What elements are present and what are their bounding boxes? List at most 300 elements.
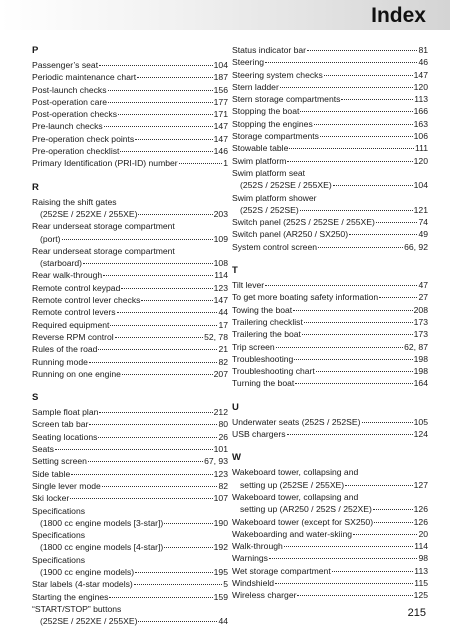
dot-leader — [297, 595, 412, 596]
dot-leader — [115, 337, 203, 338]
entry-text: (1800 cc engine models [4-star]) — [40, 542, 164, 553]
entry-text: Walk-through — [232, 541, 283, 552]
index-section — [232, 44, 428, 253]
entry-text: (1900 cc engine models) — [40, 566, 135, 577]
entry-page-ref: 126 — [413, 504, 428, 515]
index-entry — [32, 196, 228, 221]
entry-page-ref: 20 — [418, 528, 428, 539]
entry-page-ref: 104 — [213, 60, 228, 70]
entry-text: Reverse RPM control — [32, 331, 114, 342]
index-entry — [232, 491, 428, 516]
entry-text: Side table — [32, 468, 71, 479]
entry-text: Troubleshooting chart — [232, 366, 315, 377]
entry-text: Storage compartments — [232, 131, 319, 142]
entry-text: (252S / 252SE) — [240, 204, 299, 215]
index-entry — [232, 56, 428, 68]
dot-leader — [134, 584, 222, 585]
entry-page-ref: 121 — [413, 204, 428, 215]
dot-leader — [70, 498, 212, 499]
entry-page-ref: 159 — [213, 591, 228, 602]
dot-leader — [324, 75, 413, 76]
entry-text: Wet storage compartment — [232, 565, 331, 576]
index-column-right — [232, 44, 428, 613]
dot-leader — [88, 461, 203, 462]
dot-leader — [98, 437, 217, 438]
entry-text: “START/STOP” buttons — [32, 603, 122, 614]
index-entry — [32, 306, 228, 318]
entry-page-ref: 156 — [213, 84, 228, 95]
entry-text: Wakeboard tower (except for SX250) — [232, 516, 374, 527]
index-entry — [32, 120, 228, 132]
index-entry — [232, 155, 428, 167]
index-entry — [232, 167, 428, 192]
entry-page-ref: 190 — [213, 517, 228, 528]
entry-page-ref: 66, 92 — [404, 241, 428, 252]
index-entry — [232, 118, 428, 130]
entry-text: Rules of the road — [32, 344, 98, 355]
entry-page-ref: 187 — [213, 72, 228, 83]
entry-page-ref: 109 — [213, 233, 228, 244]
entry-text: System control screen — [232, 241, 318, 252]
index-entry — [232, 577, 428, 589]
entry-page-ref: 115 — [414, 577, 428, 588]
dot-leader — [333, 185, 413, 186]
entry-text: Specifications — [32, 530, 86, 541]
entry-text: Pre-launch checks — [32, 121, 103, 132]
entry-text: Tilt lever — [232, 280, 265, 291]
dot-leader — [373, 509, 413, 510]
dot-leader — [280, 87, 413, 88]
index-entry — [32, 133, 228, 145]
index-column-left — [32, 44, 228, 638]
entry-page-ref: 5 — [223, 579, 228, 590]
entry-text: Screen tab bar — [32, 419, 89, 430]
index-entry — [232, 291, 428, 303]
index-entry — [232, 105, 428, 117]
index-entry — [232, 304, 428, 316]
dot-leader — [62, 239, 213, 240]
entry-page-ref: 62, 87 — [404, 341, 428, 352]
entry-text: Running mode — [32, 356, 88, 367]
entry-text: Specifications — [32, 554, 86, 565]
entry-page-ref: 49 — [418, 229, 428, 240]
dot-leader — [108, 102, 213, 103]
index-entry — [32, 71, 228, 83]
entry-page-ref: 74 — [418, 217, 428, 228]
dot-leader — [265, 62, 417, 63]
index-entry — [32, 492, 228, 504]
entry-text: Wakeboarding and water-skiing — [232, 528, 353, 539]
index-entry — [32, 145, 228, 157]
index-entry — [32, 418, 228, 430]
entry-text: Rear underseat storage compartment — [32, 245, 175, 256]
dot-leader — [341, 99, 413, 100]
dot-leader — [89, 362, 218, 363]
entry-text: Primary Identification (PRI-ID) number — [32, 158, 178, 169]
dot-leader — [117, 312, 218, 313]
dot-leader — [316, 371, 413, 372]
dot-leader — [103, 275, 213, 276]
entry-page-ref: 164 — [413, 378, 428, 389]
index-entry — [232, 528, 428, 540]
entry-text: Remote control lever checks — [32, 295, 141, 306]
dot-leader — [284, 546, 414, 547]
index-entry — [32, 220, 228, 245]
entry-text: Specifications — [32, 505, 86, 516]
entry-text: Post-operation care — [32, 96, 107, 107]
entry-page-ref: 166 — [413, 106, 428, 117]
dot-leader — [275, 583, 413, 584]
entry-text: To get more boating safety information — [232, 292, 379, 303]
index-entry — [32, 282, 228, 294]
index-entry — [32, 529, 228, 554]
index-entry — [232, 353, 428, 365]
index-section — [232, 451, 428, 601]
entry-text: Ski locker — [32, 493, 70, 504]
entry-text: Stopping the boat — [232, 106, 300, 117]
index-entry — [232, 216, 428, 228]
dot-leader — [55, 449, 213, 450]
dot-leader — [287, 161, 412, 162]
dot-leader — [349, 234, 417, 235]
index-entry — [32, 468, 228, 480]
entry-page-ref: 212 — [213, 407, 228, 418]
index-entry — [32, 443, 228, 455]
dot-leader — [304, 322, 413, 323]
dot-leader — [294, 359, 412, 360]
entry-page-ref: 192 — [213, 542, 228, 553]
entry-text: Raising the shift gates — [32, 196, 117, 207]
index-entry — [32, 480, 228, 492]
dot-leader — [353, 534, 417, 535]
entry-page-ref: 203 — [213, 208, 228, 219]
entry-text: USB chargers — [232, 429, 286, 440]
entry-page-ref: 123 — [213, 282, 228, 293]
entry-text: Remote control keypad — [32, 282, 121, 293]
entry-page-ref: 113 — [414, 565, 428, 576]
entry-page-ref: 81 — [418, 45, 428, 55]
index-entry — [232, 466, 428, 491]
entry-page-ref: 127 — [413, 479, 428, 490]
entry-page-ref: 108 — [213, 258, 228, 269]
dot-leader — [138, 214, 212, 215]
dot-leader — [138, 621, 217, 622]
entry-text: Wakeboard tower, collapsing and — [232, 491, 359, 502]
index-entry — [232, 589, 428, 601]
dot-leader — [332, 571, 414, 572]
entry-text: (252S / 252SE / 255XE) — [240, 180, 332, 191]
entry-page-ref: 46 — [418, 57, 428, 68]
dot-leader — [307, 50, 417, 51]
dot-leader — [99, 412, 212, 413]
index-section — [32, 181, 228, 380]
entry-page-ref: 52, 78 — [204, 331, 228, 342]
index-entry — [32, 356, 228, 368]
index-entry — [232, 130, 428, 142]
index-entry — [232, 416, 428, 428]
dot-leader — [164, 523, 212, 524]
entry-page-ref: 111 — [414, 143, 428, 154]
entry-text: Underwater seats (252S / 252SE) — [232, 416, 361, 427]
entry-page-ref: 26 — [218, 431, 228, 442]
dot-leader — [104, 126, 213, 127]
entry-text: (port) — [40, 233, 61, 244]
entry-text: Rear walk-through — [32, 270, 103, 281]
index-entry — [32, 343, 228, 355]
index-entry — [232, 44, 428, 56]
section-letter: U — [232, 401, 239, 413]
dot-leader — [71, 474, 212, 475]
dot-leader — [376, 222, 418, 223]
index-entry — [232, 428, 428, 440]
index-entry — [232, 142, 428, 154]
dot-leader — [300, 111, 412, 112]
dot-leader — [102, 486, 218, 487]
entry-text: Required equipment — [32, 319, 110, 330]
entry-text: setting up (AR250 / 252S / 252XE) — [240, 504, 372, 515]
dot-leader — [300, 210, 413, 211]
index-entry — [232, 565, 428, 577]
dot-leader — [314, 124, 413, 125]
dot-leader — [118, 114, 213, 115]
entry-text: (starboard) — [40, 258, 83, 269]
entry-text: Remote control levers — [32, 307, 116, 318]
entry-text: Single lever mode — [32, 480, 101, 491]
index-entry — [232, 341, 428, 353]
entry-text: Switch panel (252S / 252SE / 255XE) — [232, 217, 375, 228]
dot-leader — [98, 349, 217, 350]
dot-leader — [362, 422, 413, 423]
entry-text: Trailering checklist — [232, 316, 303, 327]
index-entry — [32, 319, 228, 331]
entry-page-ref: 146 — [213, 146, 228, 157]
section-letter: W — [232, 452, 241, 464]
index-entry — [32, 245, 228, 270]
entry-page-ref: 44 — [218, 307, 228, 318]
entry-text: Switch panel (AR250 / SX250) — [232, 229, 349, 240]
entry-text: Trip screen — [232, 341, 275, 352]
index-entry — [232, 316, 428, 328]
entry-page-ref: 44 — [218, 616, 228, 627]
dot-leader — [179, 163, 223, 164]
entry-page-ref: 173 — [413, 316, 428, 327]
index-entry — [232, 552, 428, 564]
index-entry — [32, 455, 228, 467]
entry-page-ref: 208 — [413, 304, 428, 315]
entry-page-ref: 147 — [213, 295, 228, 306]
entry-text: Swim platform seat — [232, 167, 306, 178]
entry-text: Starting the engines — [32, 591, 109, 602]
index-entry — [32, 59, 228, 71]
entry-page-ref: 177 — [213, 96, 228, 107]
entry-page-ref: 147 — [213, 133, 228, 144]
entry-page-ref: 198 — [413, 366, 428, 377]
index-section — [232, 264, 428, 390]
index-entry — [32, 505, 228, 530]
index-section — [232, 401, 428, 441]
dot-leader — [89, 424, 217, 425]
index-entry — [32, 406, 228, 418]
entry-page-ref: 173 — [413, 329, 428, 340]
dot-leader — [110, 325, 217, 326]
entry-page-ref: 147 — [413, 69, 428, 80]
entry-text: (252SE / 252XE / 255XE) — [40, 208, 138, 219]
entry-text: setting up (252SE / 255XE) — [240, 479, 345, 490]
index-entry — [32, 157, 228, 169]
page-number: 215 — [407, 607, 426, 619]
entry-text: Towing the boat — [232, 304, 293, 315]
entry-text: Wakeboard tower, collapsing and — [232, 467, 359, 478]
index-entry — [232, 69, 428, 81]
entry-page-ref: 195 — [213, 566, 228, 577]
entry-page-ref: 120 — [413, 81, 428, 92]
index-entry — [232, 93, 428, 105]
entry-text: Troubleshooting — [232, 353, 294, 364]
index-entry — [232, 540, 428, 552]
index-entry — [232, 241, 428, 253]
dot-leader — [137, 77, 213, 78]
entry-text: Turning the boat — [232, 378, 295, 389]
section-letter: P — [32, 45, 39, 56]
section-letter: S — [32, 392, 39, 404]
entry-page-ref: 106 — [413, 131, 428, 142]
entry-text: Setting screen — [32, 456, 87, 467]
entry-page-ref: 107 — [213, 493, 228, 504]
entry-page-ref: 27 — [418, 292, 428, 303]
entry-page-ref: 113 — [414, 94, 428, 105]
dot-leader — [109, 597, 212, 598]
dot-leader — [141, 300, 212, 301]
dot-leader — [318, 247, 403, 248]
entry-text: Steering — [232, 57, 265, 68]
index-entry — [32, 84, 228, 96]
index-entry — [32, 578, 228, 590]
entry-page-ref: 126 — [413, 516, 428, 527]
index-entry — [32, 96, 228, 108]
entry-text: Stowable table — [232, 143, 289, 154]
entry-text: Sample float plan — [32, 407, 99, 418]
dot-leader — [276, 347, 403, 348]
entry-text: Post-operation checks — [32, 109, 118, 120]
dot-leader — [99, 65, 213, 66]
index-entry — [232, 365, 428, 377]
entry-page-ref: 114 — [414, 541, 428, 552]
entry-text: Swim platform shower — [232, 192, 317, 203]
index-entry — [32, 331, 228, 343]
dot-leader — [287, 434, 413, 435]
dot-leader — [295, 383, 412, 384]
entry-page-ref: 101 — [213, 444, 228, 455]
index-entry — [32, 431, 228, 443]
index-entry — [232, 328, 428, 340]
entry-text: Pre-operation check points — [32, 133, 135, 144]
entry-page-ref: 124 — [413, 429, 428, 440]
entry-page-ref: 123 — [213, 468, 228, 479]
entry-page-ref: 82 — [218, 480, 228, 491]
entry-text: Status indicator bar — [232, 45, 307, 55]
dot-leader — [135, 572, 213, 573]
entry-page-ref: 105 — [413, 416, 428, 427]
dot-leader — [135, 139, 212, 140]
entry-page-ref: 47 — [418, 280, 428, 291]
page-title: Index — [371, 4, 426, 27]
index-entry — [232, 228, 428, 240]
index-entry — [32, 591, 228, 603]
entry-text: Seats — [32, 444, 54, 455]
index-entry — [32, 294, 228, 306]
index-entry — [32, 603, 228, 628]
entry-page-ref: 147 — [213, 121, 228, 132]
entry-page-ref: 198 — [413, 353, 428, 364]
dot-leader — [269, 558, 417, 559]
entry-text: Running on one engine — [32, 368, 121, 379]
dot-leader — [302, 334, 413, 335]
section-letter: R — [32, 181, 39, 193]
entry-page-ref: 80 — [218, 419, 228, 430]
dot-leader — [345, 485, 413, 486]
dot-leader — [374, 522, 413, 523]
index-entry — [232, 516, 428, 528]
index-section — [32, 391, 228, 627]
entry-page-ref: 114 — [214, 270, 228, 281]
entry-text: (252SE / 252XE / 255XE) — [40, 616, 138, 627]
entry-text: Trailering the boat — [232, 329, 301, 340]
entry-text: Pre-operation checklist — [32, 146, 120, 157]
entry-text: Wireless charger — [232, 590, 297, 601]
dot-leader — [265, 285, 417, 286]
index-entry — [32, 269, 228, 281]
dot-leader — [379, 297, 417, 298]
entry-text: Stern ladder — [232, 81, 279, 92]
entry-text: Periodic maintenance chart — [32, 72, 137, 83]
entry-page-ref: 21 — [218, 344, 228, 355]
entry-page-ref: 67, 93 — [204, 456, 228, 467]
entry-page-ref: 125 — [413, 590, 428, 601]
index-entry — [232, 279, 428, 291]
entry-text: Passenger’s seat — [32, 60, 99, 70]
dot-leader — [293, 310, 412, 311]
dot-leader — [108, 90, 213, 91]
entry-text: Stern storage compartments — [232, 94, 341, 105]
dot-leader — [120, 151, 212, 152]
dot-leader — [320, 136, 413, 137]
entry-text: Star labels (4-star models) — [32, 579, 133, 590]
entry-text: (1800 cc engine models [3-star]) — [40, 517, 164, 528]
entry-page-ref: 171 — [213, 109, 228, 120]
entry-page-ref: 98 — [418, 553, 428, 564]
entry-text: Swim platform — [232, 155, 287, 166]
entry-text: Steering system checks — [232, 69, 323, 80]
entry-text: Windshield — [232, 577, 275, 588]
dot-leader — [83, 263, 213, 264]
entry-page-ref: 82 — [218, 356, 228, 367]
section-letter: T — [232, 265, 238, 277]
entry-page-ref: 163 — [413, 118, 428, 129]
index-entry — [32, 554, 228, 579]
index-entry — [32, 368, 228, 380]
entry-text: Post-launch checks — [32, 84, 107, 95]
index-entry — [232, 192, 428, 217]
dot-leader — [164, 547, 212, 548]
dot-leader — [122, 374, 213, 375]
index-entry — [232, 81, 428, 93]
dot-leader — [289, 148, 414, 149]
entry-page-ref: 17 — [218, 319, 228, 330]
entry-page-ref: 207 — [213, 368, 228, 379]
entry-text: Warnings — [232, 553, 268, 564]
entry-page-ref: 104 — [413, 180, 428, 191]
index-entry — [32, 108, 228, 120]
